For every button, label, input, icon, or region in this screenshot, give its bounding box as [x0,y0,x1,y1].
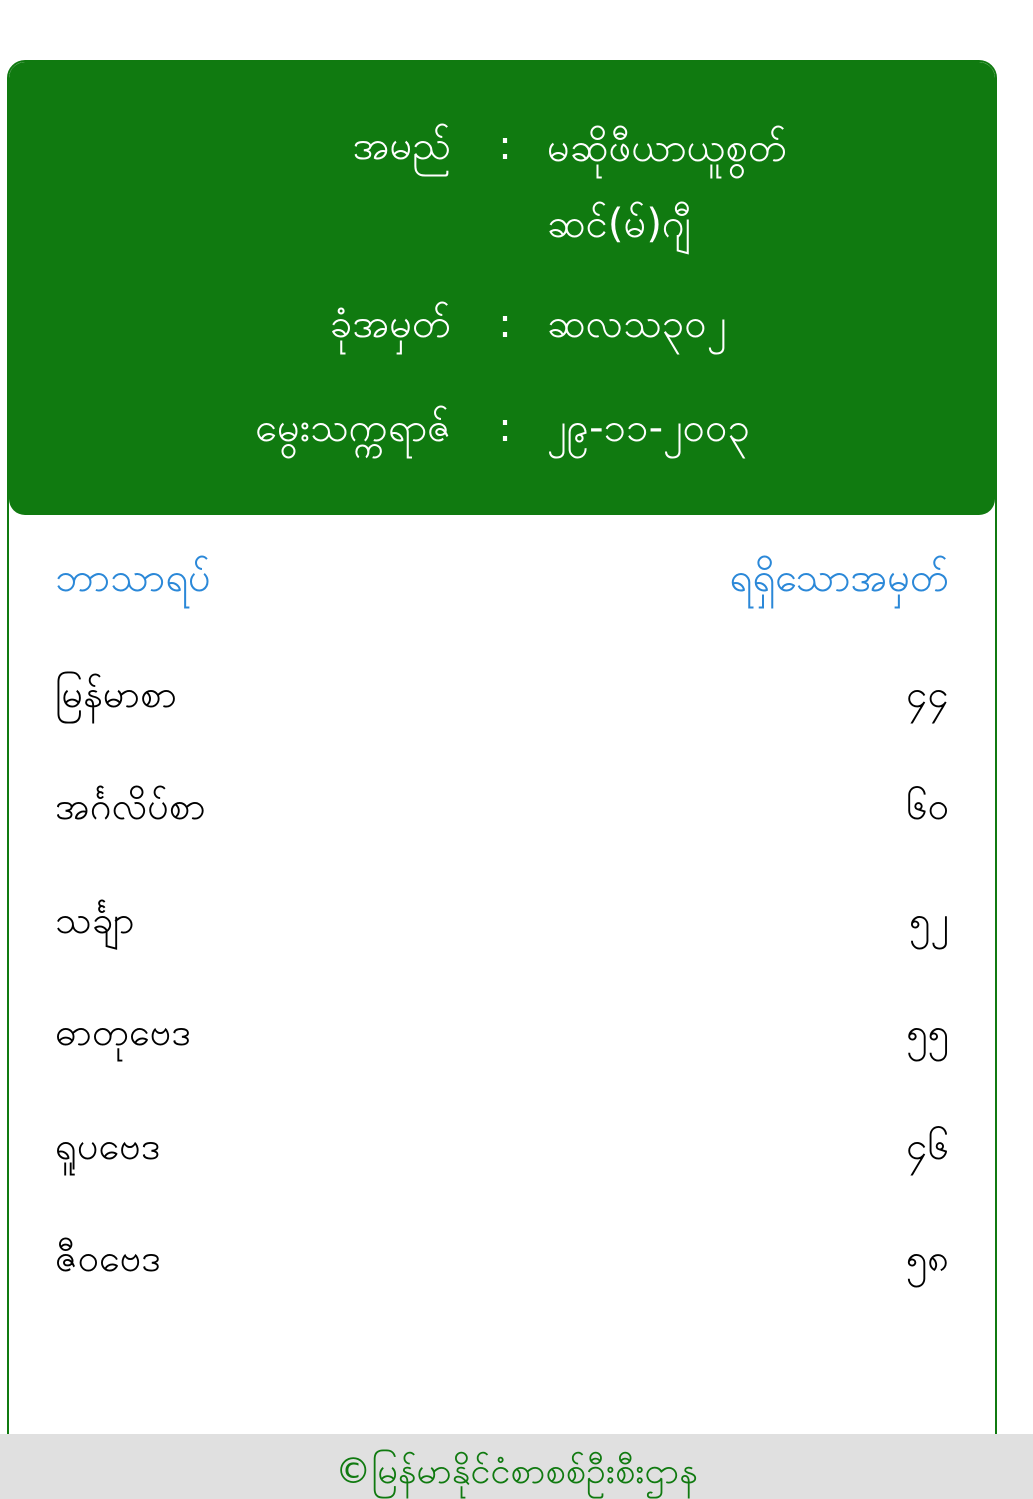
subject-marks: ၅၈ [905,1236,949,1280]
student-info-header [9,62,995,515]
copyright-footer [0,1434,1033,1499]
subject-marks: ၅၂ [908,898,949,942]
table-row [55,1002,949,1062]
subject-marks: ၄၆ [906,1124,949,1168]
subject-marks: ၆၀ [906,784,949,828]
subject-name: အင်္ဂလိပ်စာ [55,784,206,828]
subject-name: မြန်မာစာ [55,672,178,716]
roll-colon: : [498,301,512,347]
table-row [55,1228,949,1288]
subject-marks: ၄၄ [906,672,949,716]
dob-colon: : [498,405,512,451]
subject-name: ဇီဝဗေဒ [55,1236,162,1280]
subject-marks: ၅၅ [906,1010,949,1054]
subject-name: ဓာတုဗေဒ [55,1010,192,1054]
result-card [7,60,997,1455]
name-colon: : [498,123,512,169]
table-row [55,1116,949,1176]
table-row [55,890,949,950]
table-row [55,664,949,724]
table-row [55,776,949,836]
name-label: အမည် [352,123,451,169]
subject-column-header: ဘာသာရပ် [55,555,211,601]
dob-label: မွေးသက္ကရာဇ် [255,405,451,451]
dob-value: ၂၉-၁၁-၂၀၀၃ [547,405,751,451]
subject-name: သင်္ချာ [55,898,135,942]
copyright-text: ©မြန်မာနိုင်ငံစာစစ်ဦးစီးဌာန [335,1451,698,1492]
roll-value: ဆလသ၃၀၂ [547,301,727,347]
name-value: မဆိုဖီယာယူစွတ်ဆင်(မ်)ဂျီ [547,125,787,247]
marks-table-header [55,548,949,608]
marks-column-header: ရရှိသောအမှတ် [729,555,949,601]
roll-label: ခုံအမှတ် [329,301,451,347]
subject-name: ရူပဗေဒ [55,1124,161,1168]
